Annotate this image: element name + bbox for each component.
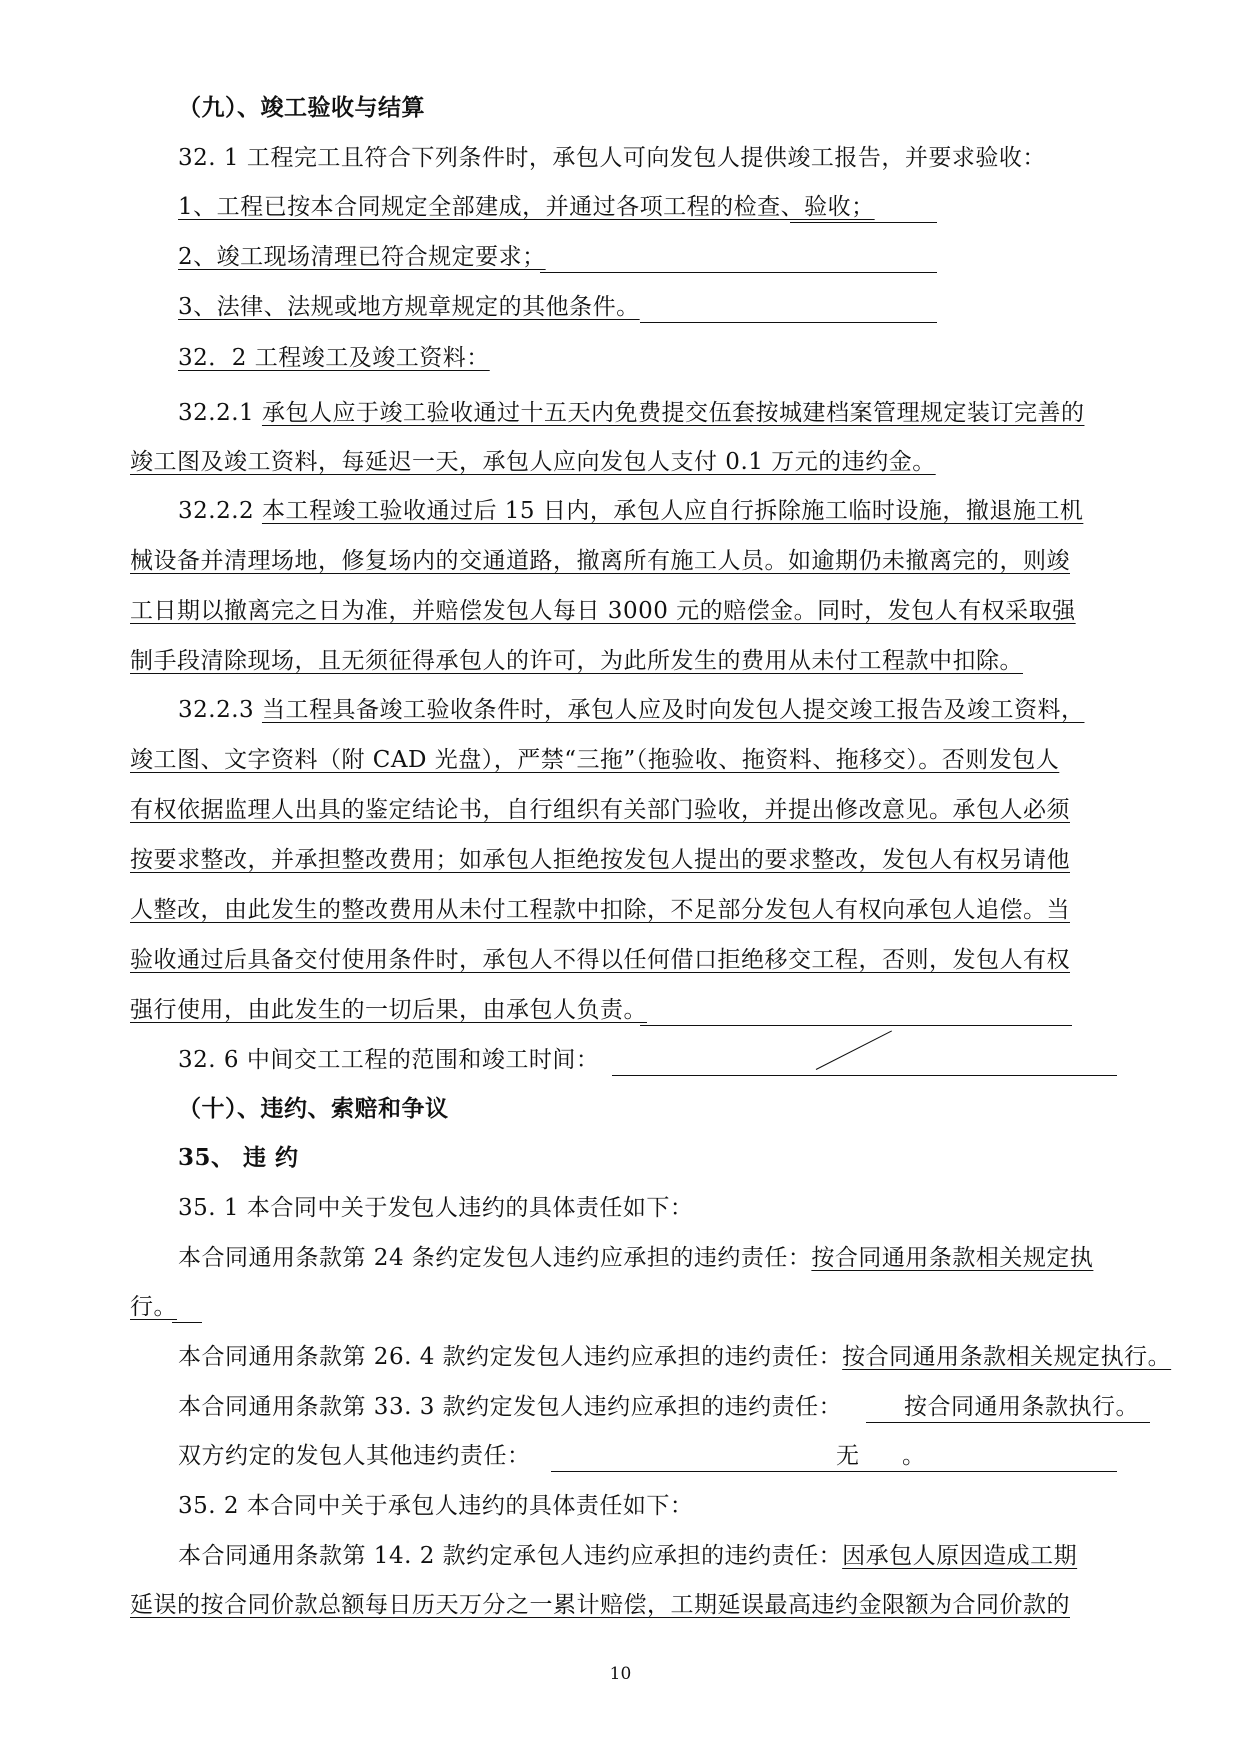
- section-heading-9: （九）、竣工验收与结算: [178, 94, 425, 121]
- clause-32-2-1-cont: 竣工图及竣工资料，每延迟一天，承包人应向发包人支付 0.1 万元的违约金。: [130, 449, 936, 475]
- clause-35-1: 35. 1 本合同中关于发包人违约的具体责任如下：: [178, 1195, 694, 1221]
- page-number: 10: [609, 1664, 632, 1684]
- clause-35-heading: 35、 违 约: [178, 1144, 299, 1171]
- clause-32-2-1: 32.2.1 承包人应于竣工验收通过十五天内免费提交伍套按城建档案管理规定装订完善的: [178, 400, 1085, 426]
- underline-blank: [540, 272, 937, 273]
- clause-32-2-2-cont: 械设备并清理场地，修复场内的交通道路，撤离所有施工人员。如逾期仍未撤离完的，则竣: [130, 548, 1070, 574]
- clause-32-2-3-cont: 人整改，由此发生的整改费用从未付工程款中扣除，不足部分发包人有权向承包人追偿。当: [130, 897, 1070, 923]
- other-liability-value: 无: [836, 1443, 860, 1469]
- clause-32-2-3-cont: 竣工图、文字资料（附 CAD 光盘），严禁“三拖”（拖验收、拖资料、拖移交）。否则发包人: [130, 747, 1060, 773]
- clause-35-2: 35. 2 本合同中关于承包人违约的具体责任如下：: [178, 1493, 694, 1519]
- clause-32-2-3-cont: 按要求整改，并承担整改费用；如承包人拒绝按发包人提出的要求整改，发包人有权另请他: [130, 847, 1070, 873]
- clause-32-2-2-cont: 工日期以撤离完之日为准，并赔偿发包人每日 3000 元的赔偿金。同时，发包人有权采取强: [130, 598, 1076, 624]
- clause-32-2: 32．2 工程竣工及竣工资料：: [178, 345, 490, 371]
- condition-2: 2、竣工现场清理已符合规定要求；: [178, 244, 546, 270]
- clause-32-6: 32. 6 中间交工工程的范围和竣工时间：: [178, 1047, 600, 1073]
- clause-32-2-3-cont: 强行使用，由此发生的一切后果，由承包人负责。: [130, 997, 647, 1023]
- section-heading-10: （十）、违约、索赔和争议: [178, 1095, 449, 1122]
- clause-26-4-liability: 本合同通用条款第 26. 4 款约定发包人违约应承担的违约责任：按合同通用条款相关规定执行。: [178, 1344, 1172, 1370]
- blank-field-32-6: [612, 1075, 1117, 1076]
- clause-24-liability-cont: 行。: [130, 1294, 177, 1320]
- clause-14-2-liability: 本合同通用条款第 14. 2 款约定承包人违约应承担的违约责任：因承包人原因造成工期: [178, 1543, 1078, 1569]
- underline-blank: [790, 222, 937, 223]
- clause-33-3-value: 按合同通用条款执行。: [904, 1394, 1139, 1420]
- other-liability-end: 。: [902, 1443, 926, 1469]
- clause-32-2-3-cont: 有权依据监理人出具的鉴定结论书，自行组织有关部门验收，并提出修改意见。承包人必须: [130, 797, 1070, 823]
- clause-32-2-2-cont: 制手段清除现场，且无须征得承包人的许可，为此所发生的费用从未付工程款中扣除。: [130, 648, 1023, 674]
- clause-32-2-2: 32.2.2 本工程竣工验收通过后 15 日内，承包人应自行拆除施工临时设施，撤退施工机: [178, 498, 1084, 524]
- condition-3: 3、法律、法规或地方规章规定的其他条件。: [178, 294, 640, 320]
- blank-field-other: [551, 1471, 1117, 1472]
- clause-14-2-liability-cont: 延误的按合同价款总额每日历天万分之一累计赔偿，工期延误最高违约金限额为合同价款的: [130, 1592, 1070, 1618]
- clause-24-liability: 本合同通用条款第 24 条约定发包人违约应承担的违约责任：按合同通用条款相关规定执: [178, 1245, 1094, 1271]
- underline-blank: [866, 1422, 1150, 1423]
- condition-1: 1、工程已按本合同规定全部建成，并通过各项工程的检查、验收；: [178, 194, 875, 220]
- underline-blank: [640, 322, 937, 323]
- clause-32-2-3-cont: 验收通过后具备交付使用条件时，承包人不得以任何借口拒绝移交工程，否则，发包人有权: [130, 947, 1070, 973]
- clause-33-3-liability: 本合同通用条款第 33. 3 款约定发包人违约应承担的违约责任：: [178, 1394, 843, 1420]
- strikeout-slash: [816, 1030, 892, 1069]
- underline-blank: [640, 1025, 1072, 1026]
- clause-32-1: 32. 1 工程完工且符合下列条件时，承包人可向发包人提供竣工报告，并要求验收：: [178, 145, 1046, 171]
- other-liability: 双方约定的发包人其他违约责任：: [178, 1443, 531, 1469]
- underline-blank: [172, 1322, 202, 1323]
- clause-32-2-3: 32.2.3 当工程具备竣工验收条件时，承包人应及时向发包人提交竣工报告及竣工资料，: [178, 697, 1085, 723]
